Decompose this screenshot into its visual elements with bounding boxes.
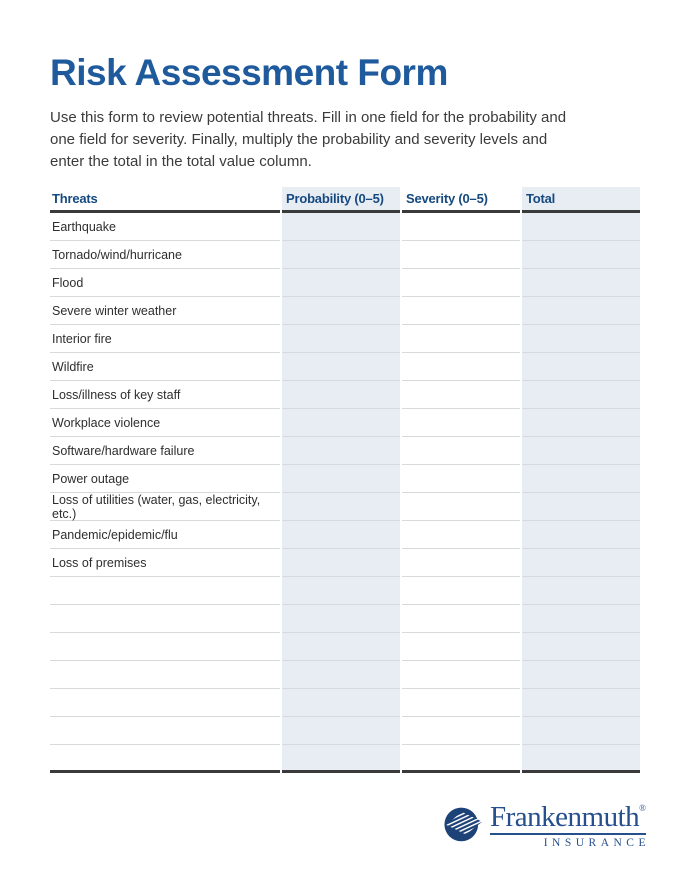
severity-field[interactable] [402, 465, 520, 493]
intro-line-2: one field for severity. Finally, multiply the probability and severity levels and [50, 131, 548, 148]
total-field[interactable] [522, 745, 640, 773]
severity-field[interactable] [402, 241, 520, 269]
threat-field[interactable] [50, 605, 280, 633]
probability-field[interactable] [282, 381, 400, 409]
probability-field[interactable] [282, 297, 400, 325]
threat-cell: Power outage [50, 465, 280, 493]
severity-field[interactable] [402, 353, 520, 381]
threat-cell: Interior fire [50, 325, 280, 353]
logo-underline [490, 833, 646, 835]
severity-field[interactable] [402, 577, 520, 605]
severity-field[interactable] [402, 549, 520, 577]
col-header-probability: Probability (0–5) [282, 187, 400, 213]
probability-field[interactable] [282, 437, 400, 465]
threat-cell: Flood [50, 269, 280, 297]
threat-field[interactable] [50, 633, 280, 661]
probability-field[interactable] [282, 689, 400, 717]
severity-field[interactable] [402, 409, 520, 437]
probability-field[interactable] [282, 745, 400, 773]
threat-cell: Pandemic/epidemic/flu [50, 521, 280, 549]
total-field[interactable] [522, 325, 640, 353]
threat-cell: Severe winter weather [50, 297, 280, 325]
total-field[interactable] [522, 409, 640, 437]
severity-field[interactable] [402, 745, 520, 773]
probability-field[interactable] [282, 661, 400, 689]
probability-field[interactable] [282, 409, 400, 437]
logo-text [490, 801, 650, 849]
total-field[interactable] [522, 437, 640, 465]
probability-field[interactable] [282, 549, 400, 577]
severity-field[interactable] [402, 633, 520, 661]
threat-cell: Earthquake [50, 213, 280, 241]
threat-cell: Loss of premises [50, 549, 280, 577]
severity-field[interactable] [402, 325, 520, 353]
intro-text [50, 107, 590, 173]
threat-cell: Workplace violence [50, 409, 280, 437]
probability-field[interactable] [282, 325, 400, 353]
total-field[interactable] [522, 633, 640, 661]
risk-table [50, 187, 640, 773]
probability-field[interactable] [282, 493, 400, 521]
intro-line-1: Use this form to review potential threats. Fill in one field for the probability and [50, 109, 567, 126]
col-header-threats: Threats [50, 187, 280, 213]
severity-field[interactable] [402, 269, 520, 297]
intro-line-3: enter the total in the total value column. [50, 153, 312, 170]
severity-field[interactable] [402, 521, 520, 549]
threat-field[interactable] [50, 577, 280, 605]
severity-field[interactable] [402, 213, 520, 241]
threat-cell: Loss of utilities (water, gas, electricity, etc.) [50, 493, 280, 521]
probability-field[interactable] [282, 465, 400, 493]
threat-field[interactable] [50, 745, 280, 773]
threat-field[interactable] [50, 717, 280, 745]
total-field[interactable] [522, 493, 640, 521]
threat-cell: Software/hardware failure [50, 437, 280, 465]
total-field[interactable] [522, 689, 640, 717]
probability-field[interactable] [282, 353, 400, 381]
total-field[interactable] [522, 353, 640, 381]
severity-field[interactable] [402, 437, 520, 465]
registered-mark: ® [639, 803, 646, 813]
brand-subtitle: INSURANCE [543, 836, 650, 849]
brand-wordmark: Frankenmuth [490, 801, 640, 833]
probability-field[interactable] [282, 577, 400, 605]
total-field[interactable] [522, 381, 640, 409]
total-field[interactable] [522, 605, 640, 633]
probability-field[interactable] [282, 633, 400, 661]
threat-field[interactable] [50, 689, 280, 717]
col-header-severity: Severity (0–5) [402, 187, 520, 213]
total-field[interactable] [522, 577, 640, 605]
frankenmuth-logo [444, 801, 650, 849]
severity-field[interactable] [402, 717, 520, 745]
total-field[interactable] [522, 549, 640, 577]
severity-field[interactable] [402, 381, 520, 409]
striped-diamond-circle-icon [444, 805, 484, 843]
total-field[interactable] [522, 269, 640, 297]
probability-field[interactable] [282, 269, 400, 297]
threat-cell: Wildfire [50, 353, 280, 381]
total-field[interactable] [522, 465, 640, 493]
total-field[interactable] [522, 297, 640, 325]
col-header-total: Total [522, 187, 640, 213]
severity-field[interactable] [402, 605, 520, 633]
total-field[interactable] [522, 521, 640, 549]
threat-cell: Loss/illness of key staff [50, 381, 280, 409]
probability-field[interactable] [282, 213, 400, 241]
probability-field[interactable] [282, 717, 400, 745]
total-field[interactable] [522, 661, 640, 689]
page-title: Risk Assessment Form [50, 52, 448, 93]
probability-field[interactable] [282, 521, 400, 549]
severity-field[interactable] [402, 493, 520, 521]
total-field[interactable] [522, 213, 640, 241]
probability-field[interactable] [282, 605, 400, 633]
total-field[interactable] [522, 717, 640, 745]
severity-field[interactable] [402, 297, 520, 325]
severity-field[interactable] [402, 661, 520, 689]
probability-field[interactable] [282, 241, 400, 269]
threat-field[interactable] [50, 661, 280, 689]
threat-cell: Tornado/wind/hurricane [50, 241, 280, 269]
total-field[interactable] [522, 241, 640, 269]
severity-field[interactable] [402, 689, 520, 717]
